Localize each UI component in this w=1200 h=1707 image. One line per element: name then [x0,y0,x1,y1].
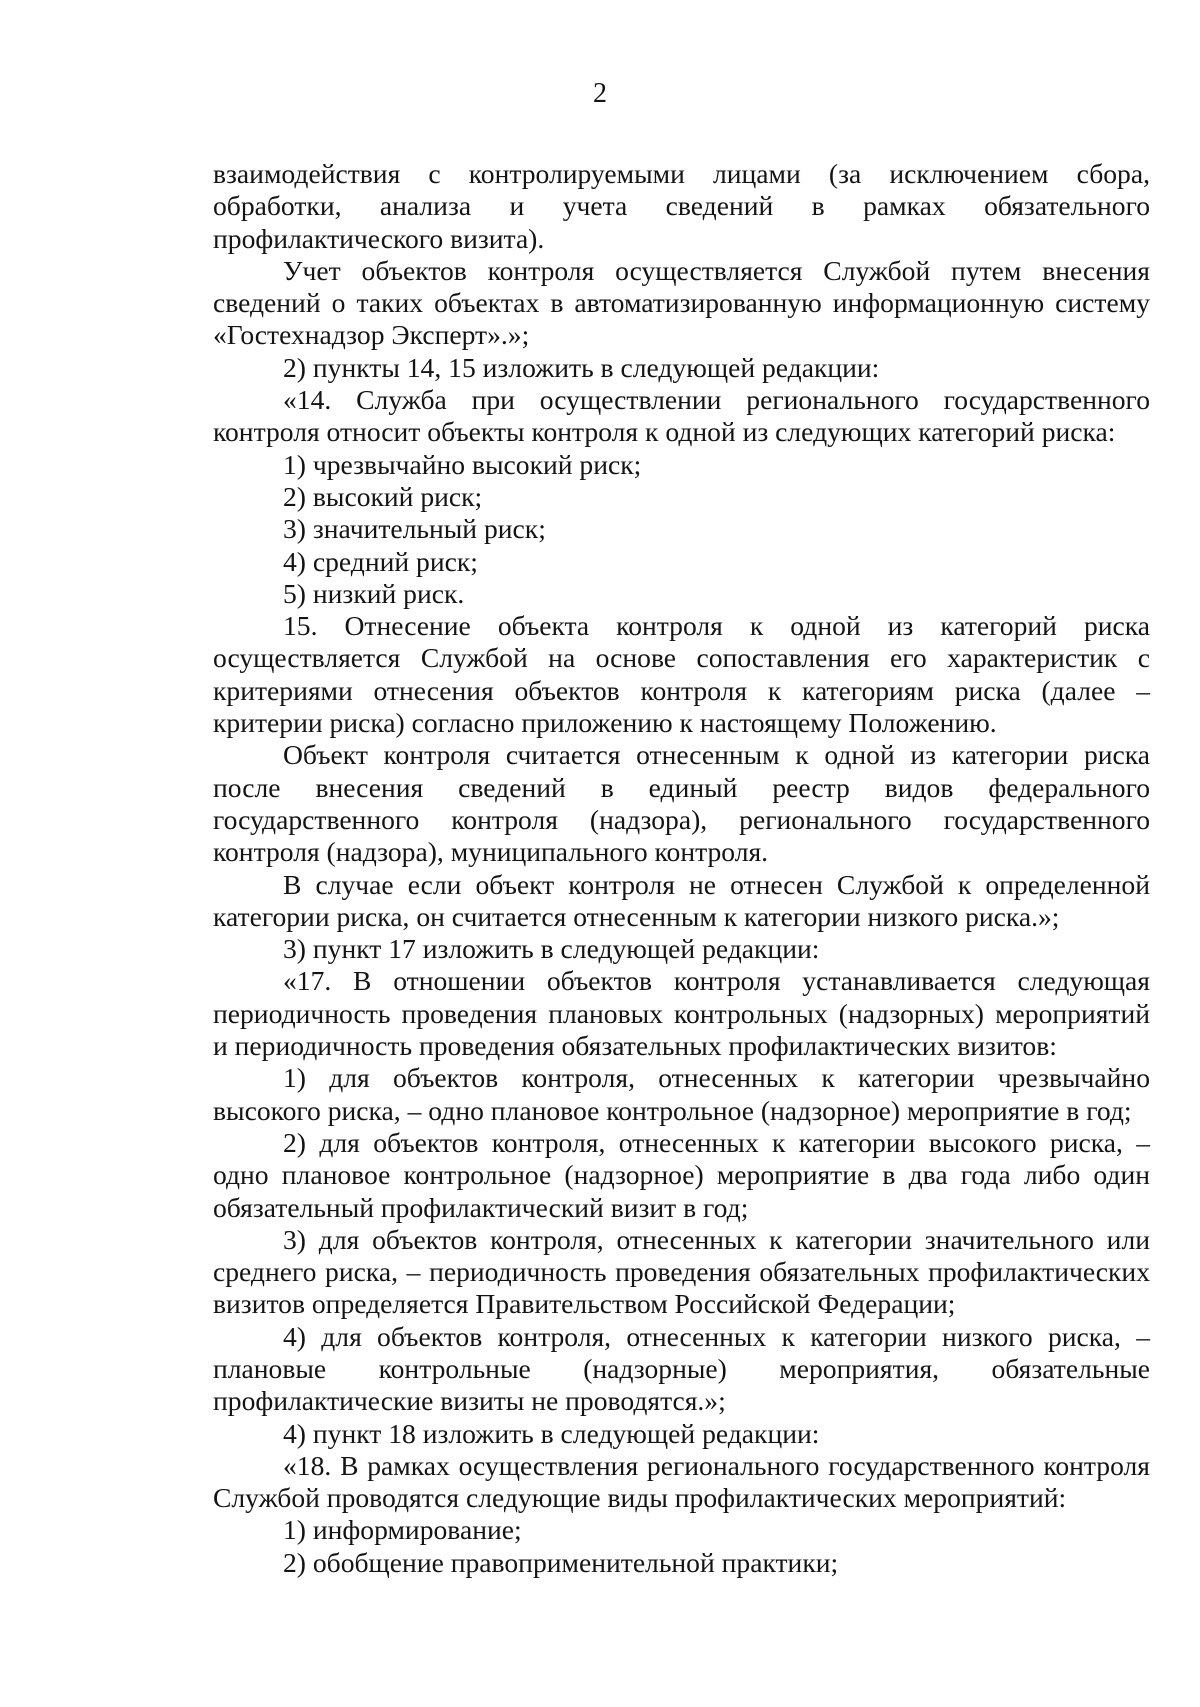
paragraph: 15. Отнесение объекта контроля к одной из категорий риска осуществляется Службой на основе сопоставления его характеристик с критериями отнесения объектов контроля к категориям риска (далее – критерии риска) согласно приложению к настоящему Положению. [213,610,1150,739]
list-item: 2) обобщение правоприменительной практики; [283,1546,839,1578]
paragraph: 3) пункт 17 изложить в следующей редакции: [283,933,820,965]
paragraph: взаимодействия с контролируемыми лицами (за исключением сбора, обработки, анализа и учета сведений в рамках обязательного профилактического визита). [213,158,1150,254]
paragraph: В случае если объект контроля не отнесен Службой к определенной категории риска, он считается отнесенным к категории низкого риска.»; [213,868,1150,932]
paragraph: 4) пункт 18 изложить в следующей редакции: [283,1417,820,1449]
paragraph: «18. В рамках осуществления регионального государственного контроля Службой проводятся следующие виды профилактических мероприятий: [213,1449,1150,1514]
paragraph: «17. В отношении объектов контроля устанавливается следующая периодичность проведения плановых контрольных (надзорных) мероприятий и периодичность проведения обязательных профилактических визитов: [213,965,1150,1062]
list-item: 4) для объектов контроля, отнесенных к категории низкого риска, – плановые контрольные (надзорные) мероприятия, обязательные профилактические визиты не проводятся.»; [213,1320,1150,1417]
paragraph: 2) пункты 14, 15 изложить в следующей редакции: [283,351,880,383]
list-item: 4) средний риск; [283,545,478,577]
page-number: 2 [593,78,607,109]
list-item: 2) высокий риск; [283,480,483,512]
document-body [213,158,1150,1579]
list-item: 1) для объектов контроля, отнесенных к категории чрезвычайно высокого риска, – одно плановое контрольное (надзорное) мероприятие в год; [213,1062,1150,1126]
paragraph: Объект контроля считается отнесенным к одной из категории риска после внесения сведений в единый реестр видов федерального государственного контроля (надзора), регионального государственного контроля (надзора), муниципального контроля. [213,739,1150,868]
paragraph: Учет объектов контроля осуществляется Службой путем внесения сведений о таких объектах в автоматизированную информационную систему «Гостехнадзор Эксперт».»; [213,254,1150,351]
list-item: 5) низкий риск. [283,577,465,609]
paragraph: «14. Служба при осуществлении регионального государственного контроля относит объекты контроля к одной из следующих категорий риска: [213,384,1150,448]
list-item: 1) чрезвычайно высокий риск; [283,448,642,480]
list-item: 2) для объектов контроля, отнесенных к категории высокого риска, – одно плановое контрольное (надзорное) мероприятие в два года либо один обязательный профилактический визит в год; [213,1126,1150,1223]
list-item: 3) значительный риск; [283,513,546,545]
list-item: 3) для объектов контроля, отнесенных к категории значительного или среднего риска, – периодичность проведения обязательных профилактических визитов определяется Правительством Российской Федерации; [213,1223,1150,1320]
list-item: 1) информирование; [283,1514,522,1546]
